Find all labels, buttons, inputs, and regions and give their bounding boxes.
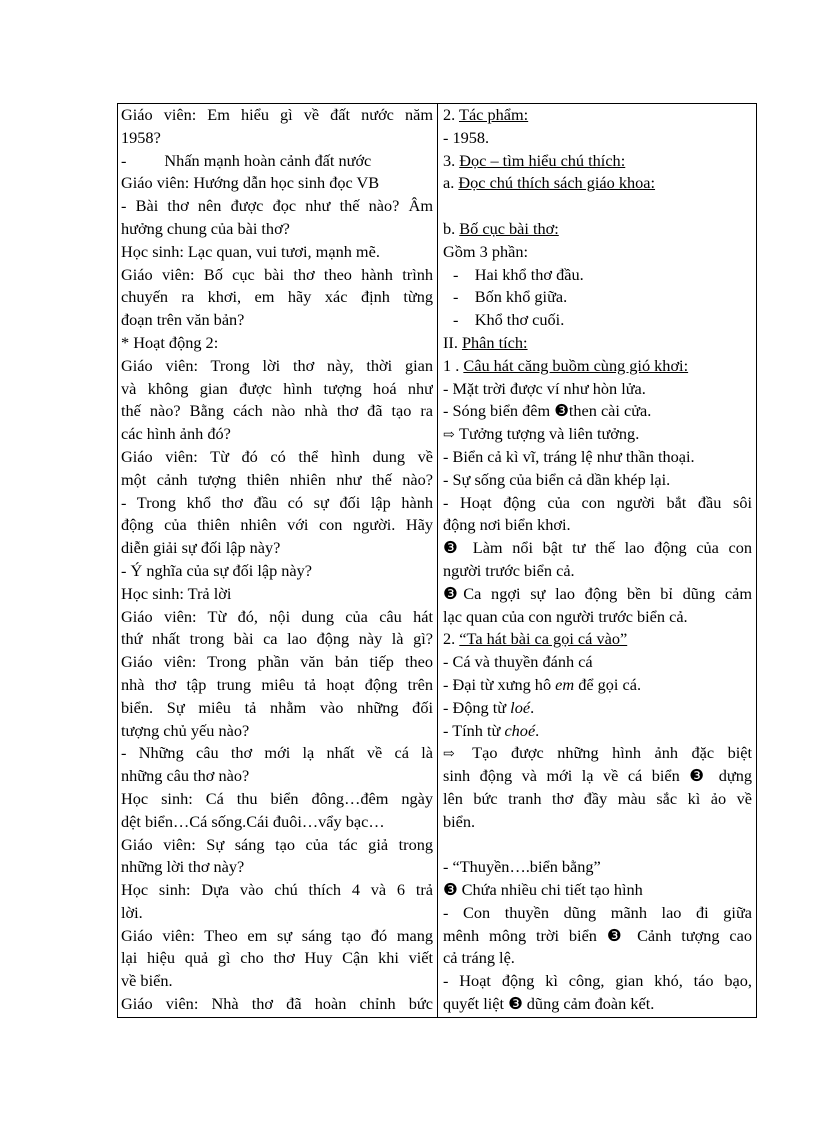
text-line: Học sinh: Cá thu biển đông…đêm ngày: [121, 788, 433, 808]
text-line: [443, 925, 752, 948]
text-line: dệt biển…Cá sống.Cái đuôi…vẩy bạc…: [121, 811, 385, 831]
lesson-table: [117, 103, 757, 1018]
text-line: Giáo viên: Từ đó có thể hình dung về: [121, 446, 433, 466]
text-line: - Biển cả kì vĩ, tráng lệ như thần thoại.: [443, 446, 695, 466]
text-span: Làm nổi bật tư thế lao động của con: [463, 538, 752, 558]
italic-word: choé: [504, 720, 536, 740]
list-item: - Hai khổ thơ đầu.: [453, 264, 584, 284]
text-line: những câu thơ nào?: [121, 766, 250, 786]
bullet-3-icon: ❸: [443, 538, 464, 558]
list-item: - Khổ thơ cuối.: [453, 310, 565, 330]
text-line: [443, 879, 752, 902]
bullet-3-icon: ❸: [508, 994, 523, 1014]
text-line: lên bức tranh thơ đầy màu sắc kì ảo về: [443, 788, 752, 808]
text-line: diễn giải sự đối lập này?: [121, 538, 281, 558]
text-span: .: [530, 697, 535, 717]
section-number: II.: [443, 332, 462, 352]
text-line: lạc quan của con người trước biển cả.: [443, 606, 688, 626]
text-line: [443, 400, 752, 423]
text-line: lại hiệu quả gì cho thơ Huy Cận khi viết: [121, 948, 433, 968]
text-line: Giáo viên: Sự sáng tạo của tác giả trong: [121, 834, 433, 854]
text-line: thế nào? Bằng cách nào nhà thơ đã tạo ra: [121, 401, 433, 421]
text-line: [443, 218, 752, 241]
text-line: - Trong khổ thơ đầu có sự đối lập hành: [121, 492, 433, 512]
lesson-content-column: [438, 104, 756, 1017]
text-line: động nơi biển khơi.: [443, 515, 571, 535]
text-line: Học sinh: Lạc quan, vui tươi, mạnh mẽ.: [121, 241, 380, 261]
text-line: chuyến ra khơi, em hãy xác định từng: [121, 287, 433, 307]
text-span: mênh mông trời biển: [443, 925, 607, 945]
text-line: người trước biển cả.: [443, 560, 575, 580]
text-line: Giáo viên: Trong phần văn bản tiếp theo: [121, 652, 433, 672]
text-line: [443, 720, 752, 743]
text-line: cả tráng lệ.: [443, 948, 515, 968]
text-line: [443, 674, 752, 697]
text-line: 1958?: [121, 127, 161, 147]
text-line: [443, 355, 752, 378]
section-number: 1 .: [443, 355, 464, 375]
text-span: Ca ngợi sự lao động bền bỉ dũng cảm: [463, 583, 752, 603]
text-line: - Con thuyền dũng mãnh lao đi giữa: [443, 902, 752, 922]
text-span: Nhấn mạnh hoàn cảnh đất nước: [164, 150, 372, 170]
italic-word: em: [555, 674, 575, 694]
text-span: sinh động và mới lạ về cá biển: [443, 766, 690, 786]
text-line: biển.: [443, 811, 476, 831]
text-line: - Mặt trời được ví như hòn lửa.: [443, 378, 646, 398]
text-line: [443, 993, 752, 1016]
arrow-right-icon: ⇨: [443, 747, 455, 763]
text-line: nhà thơ tập trung miêu tả hoạt động trên: [121, 674, 433, 694]
text-line: những lời thơ này?: [121, 857, 245, 877]
text-span: - Động từ: [443, 697, 511, 717]
text-line: [443, 628, 752, 651]
section-heading: Đọc – tìm hiểu chú thích:: [459, 150, 626, 170]
section-heading: Đọc chú thích sách giáo khoa:: [458, 173, 656, 193]
text-line: động của thiên nhiên với con người. Hãy: [121, 515, 433, 535]
text-span: - Đại từ xưng hô: [443, 674, 556, 694]
text-span: dũng cảm đoàn kết.: [522, 994, 655, 1014]
section-heading: Bố cục bài thơ:: [459, 218, 559, 238]
text-line: Giáo viên: Bố cục bài thơ theo hành trình: [121, 264, 433, 284]
text-line: thứ nhất trong bài ca lao động này là gì?: [121, 629, 433, 649]
text-line: - Những câu thơ mới lạ nhất về cá là: [121, 743, 433, 763]
text-line: [443, 332, 752, 355]
text-line: [443, 583, 752, 606]
bullet-3-icon: ❸: [443, 583, 464, 603]
section-number: 2.: [443, 105, 459, 124]
dash: -: [121, 150, 127, 170]
text-line: một cảnh tượng thiên nhiên như thế nào?: [121, 469, 433, 489]
arrow-right-icon: ⇨: [443, 428, 455, 444]
section-heading: Câu hát căng buồm cùng gió khơi:: [463, 355, 689, 375]
text-line: - Bài thơ nên được đọc như thế nào? Âm: [121, 196, 433, 216]
blank-line: [443, 834, 752, 857]
text-line: - Hoạt động của con người bắt đầu sôi: [443, 492, 752, 512]
text-line: về biển.: [121, 971, 173, 991]
list-item: - Bốn khổ giữa.: [453, 287, 568, 307]
text-line: Giáo viên: Hướng dẫn học sinh đọc VB: [121, 173, 380, 193]
text-line: Học sinh: Trả lời: [121, 583, 232, 603]
text-line: Giáo viên: Nhà thơ đã hoàn chỉnh bức: [121, 994, 433, 1014]
section-number: a.: [443, 173, 459, 193]
text-line: - Hoạt động kì công, gian khó, táo bạo,: [443, 971, 752, 991]
text-span: then cài cửa.: [568, 401, 652, 421]
section-heading: “Ta hát bài ca gọi cá vào”: [459, 629, 628, 649]
text-line: - Cá và thuyền đánh cá: [443, 652, 593, 672]
blank-line: [443, 195, 752, 218]
text-line: Giáo viên: Theo em sự sáng tạo đó mang: [121, 925, 433, 945]
text-span: dựng: [709, 766, 752, 786]
section-number: 2.: [443, 629, 460, 649]
text-line: - 1958.: [443, 127, 490, 147]
text-line: biển. Sự miêu tả nhằm vào những đối: [121, 697, 433, 717]
text-span: Tưởng tượng và liên tưởng.: [459, 424, 640, 444]
text-line: [443, 697, 752, 720]
text-line: - Ý nghĩa của sự đối lập này?: [121, 560, 313, 580]
text-line: và không gian được hình tượng hoá như: [121, 378, 433, 398]
text-span: .: [535, 720, 540, 740]
text-line: - Sự sống của biển cả dần khép lại.: [443, 469, 671, 489]
section-heading: Tác phẩm:: [459, 105, 529, 124]
bullet-3-icon: ❸: [689, 766, 710, 786]
text-line: * Hoạt động 2:: [121, 332, 219, 352]
text-line: tượng chủ yếu nào?: [121, 720, 250, 740]
text-line: [443, 742, 752, 765]
teacher-student-activities-column: [118, 104, 438, 1017]
section-number: 3.: [443, 150, 460, 170]
text-line: hưởng chung của bài thơ?: [121, 218, 290, 238]
text-line: [443, 423, 752, 446]
bullet-3-icon: ❸: [443, 880, 458, 900]
section-heading: Phân tích:: [461, 332, 528, 352]
bullet-3-icon: ❸: [606, 925, 628, 945]
text-line: [121, 150, 433, 173]
text-line: [443, 104, 752, 127]
section-number: b.: [443, 218, 460, 238]
text-line: lời.: [121, 902, 143, 922]
text-span: quyết liệt: [443, 994, 509, 1014]
text-line: các hình ảnh đó?: [121, 424, 231, 444]
text-span: - Tính từ: [443, 720, 505, 740]
text-line: Học sinh: Dựa vào chú thích 4 và 6 trả: [121, 880, 433, 900]
text-line: [443, 150, 752, 173]
text-span: Chứa nhiều chi tiết tạo hình: [457, 880, 643, 900]
italic-word: loé: [510, 697, 531, 717]
text-span: - Sóng biển đêm: [443, 401, 555, 421]
text-span: Tạo được những hình ảnh đặc biệt: [459, 743, 752, 763]
text-line: [443, 765, 752, 788]
text-line: - “Thuyền….biển bằng”: [443, 857, 601, 877]
text-line: Giáo viên: Trong lời thơ này, thời gian: [121, 355, 433, 375]
text-line: [443, 537, 752, 560]
text-line: Gồm 3 phần:: [443, 241, 529, 261]
text-line: [443, 172, 752, 195]
text-span: để gọi cá.: [574, 674, 642, 694]
text-line: Giáo viên: Từ đó, nội dung của câu hát: [121, 606, 433, 626]
text-span: Cảnh tượng cao: [627, 925, 752, 945]
text-line: đoạn trên văn bản?: [121, 310, 245, 330]
text-line: Giáo viên: Em hiểu gì về đất nước năm: [121, 105, 433, 124]
bullet-3-icon: ❸: [554, 401, 569, 421]
